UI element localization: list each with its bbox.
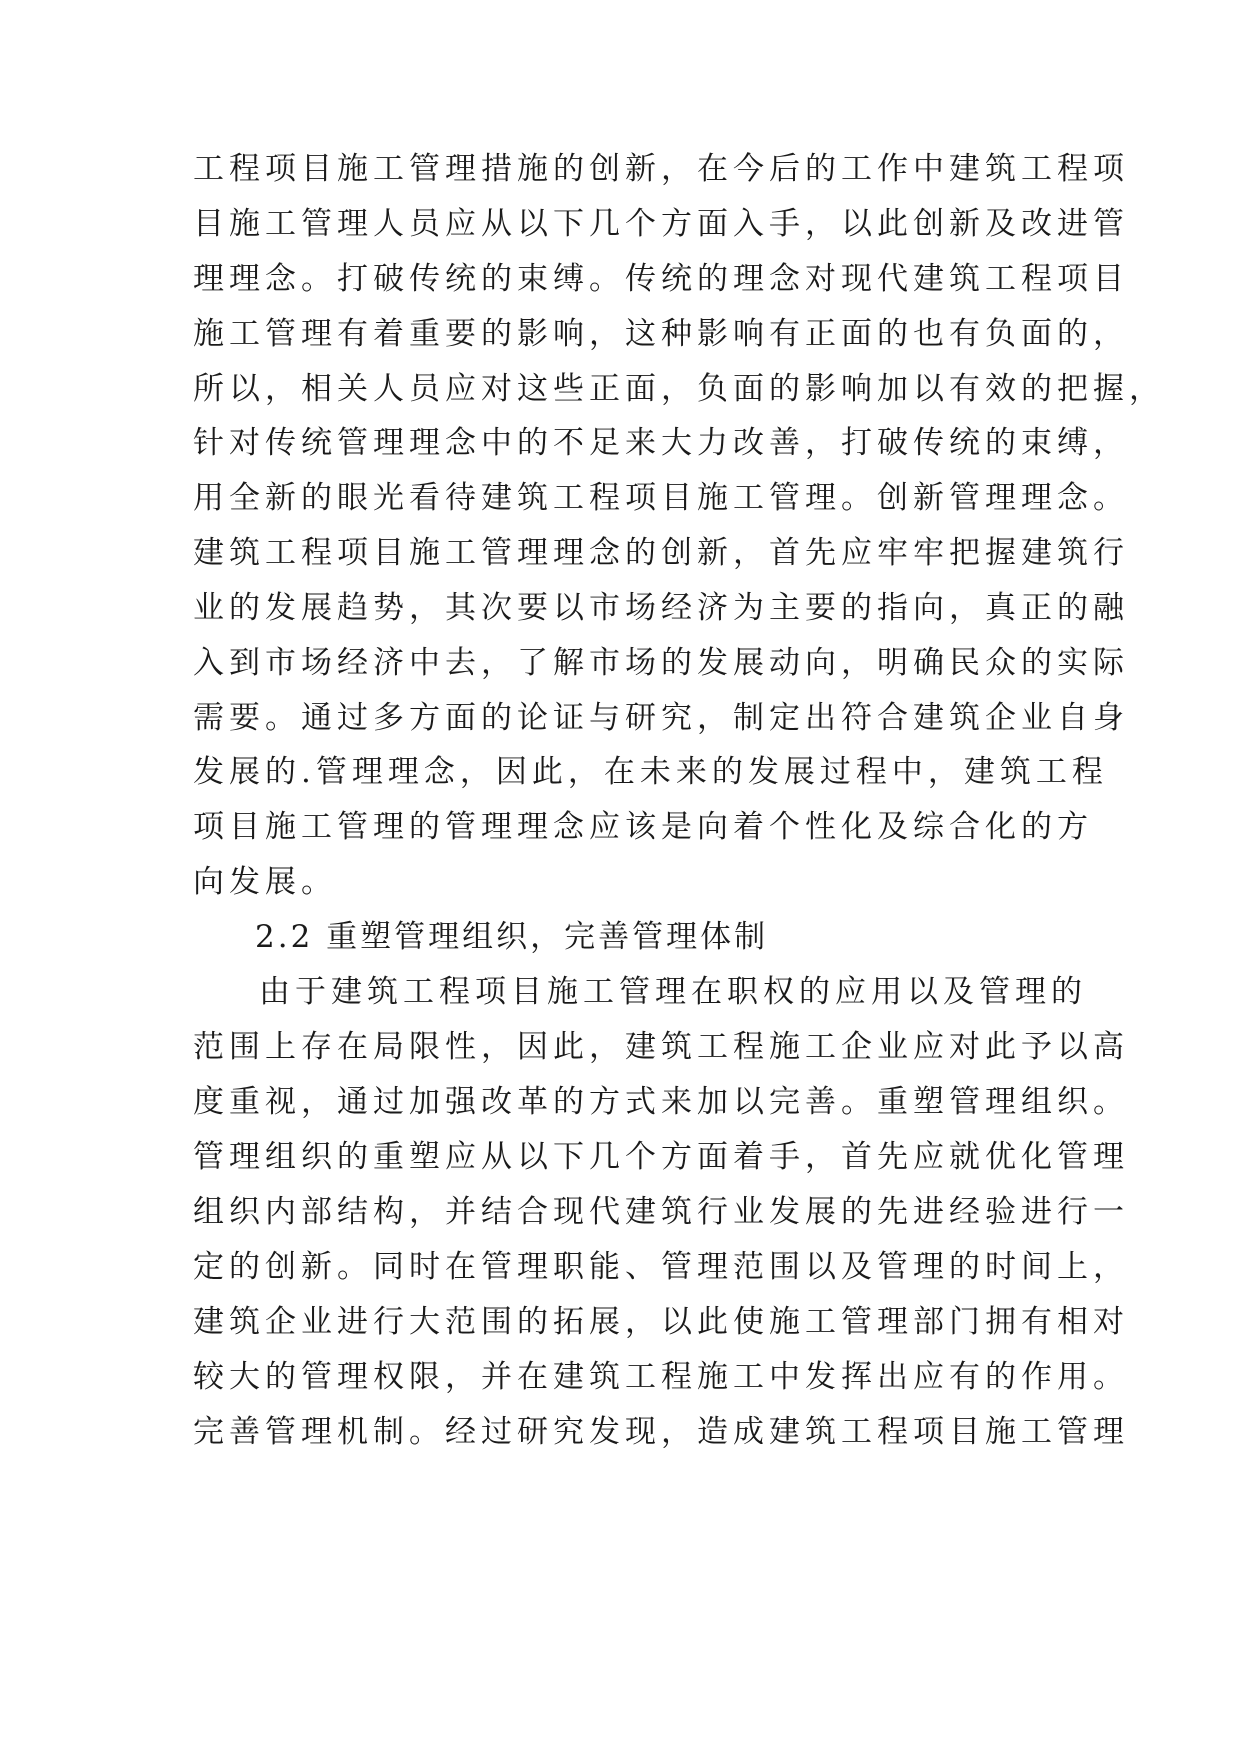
body-text-line: 针对传统管理理念中的不足来大力改善，打破传统的束缚， <box>193 425 1129 461</box>
body-text-line: 所以，相关人员应对这些正面，负面的影响加以有效的把握， <box>193 371 1165 407</box>
body-text-line: 度重视，通过加强改革的方式来加以完善。重塑管理组织。 <box>193 1084 1129 1120</box>
body-text-line: 业的发展趋势，其次要以市场经济为主要的指向，真正的融 <box>193 590 1129 626</box>
body-text-line: 理理念。打破传统的束缚。传统的理念对现代建筑工程项目 <box>193 261 1129 297</box>
body-text-line: 向发展。 <box>193 864 337 900</box>
body-text-line: 工程项目施工管理措施的创新，在今后的工作中建筑工程项 <box>193 151 1129 187</box>
body-text-line: 定的创新。同时在管理职能、管理范围以及管理的时间上， <box>193 1249 1129 1285</box>
body-text-line: 完善管理机制。经过研究发现，造成建筑工程项目施工管理 <box>193 1414 1129 1450</box>
body-text-line: 发展的.管理理念，因此，在未来的发展过程中，建筑工程 <box>193 754 1108 790</box>
body-text-line: 由于建筑工程项目施工管理在职权的应用以及管理的 <box>259 974 1087 1010</box>
body-text-line: 组织内部结构，并结合现代建筑行业发展的先进经验进行一 <box>193 1194 1129 1230</box>
body-text-line: 用全新的眼光看待建筑工程项目施工管理。创新管理理念。 <box>193 480 1129 516</box>
section-heading: 2.2 重塑管理组织，完善管理体制 <box>255 919 769 955</box>
body-text-line: 需要。通过多方面的论证与研究，制定出符合建筑企业自身 <box>193 700 1129 736</box>
body-text-line: 项目施工管理的管理理念应该是向着个性化及综合化的方 <box>193 809 1093 845</box>
body-text-line: 建筑企业进行大范围的拓展，以此使施工管理部门拥有相对 <box>193 1304 1129 1340</box>
body-text-line: 建筑工程项目施工管理理念的创新，首先应牢牢把握建筑行 <box>193 535 1129 571</box>
body-text-line: 管理组织的重塑应从以下几个方面着手，首先应就优化管理 <box>193 1139 1129 1175</box>
body-text-line: 较大的管理权限，并在建筑工程施工中发挥出应有的作用。 <box>193 1359 1129 1395</box>
body-text-line: 施工管理有着重要的影响，这种影响有正面的也有负面的， <box>193 316 1129 352</box>
body-text-line: 入到市场经济中去，了解市场的发展动向，明确民众的实际 <box>193 645 1129 681</box>
body-text-line: 目施工管理人员应从以下几个方面入手，以此创新及改进管 <box>193 206 1129 242</box>
body-text-line: 范围上存在局限性，因此，建筑工程施工企业应对此予以高 <box>193 1029 1129 1065</box>
